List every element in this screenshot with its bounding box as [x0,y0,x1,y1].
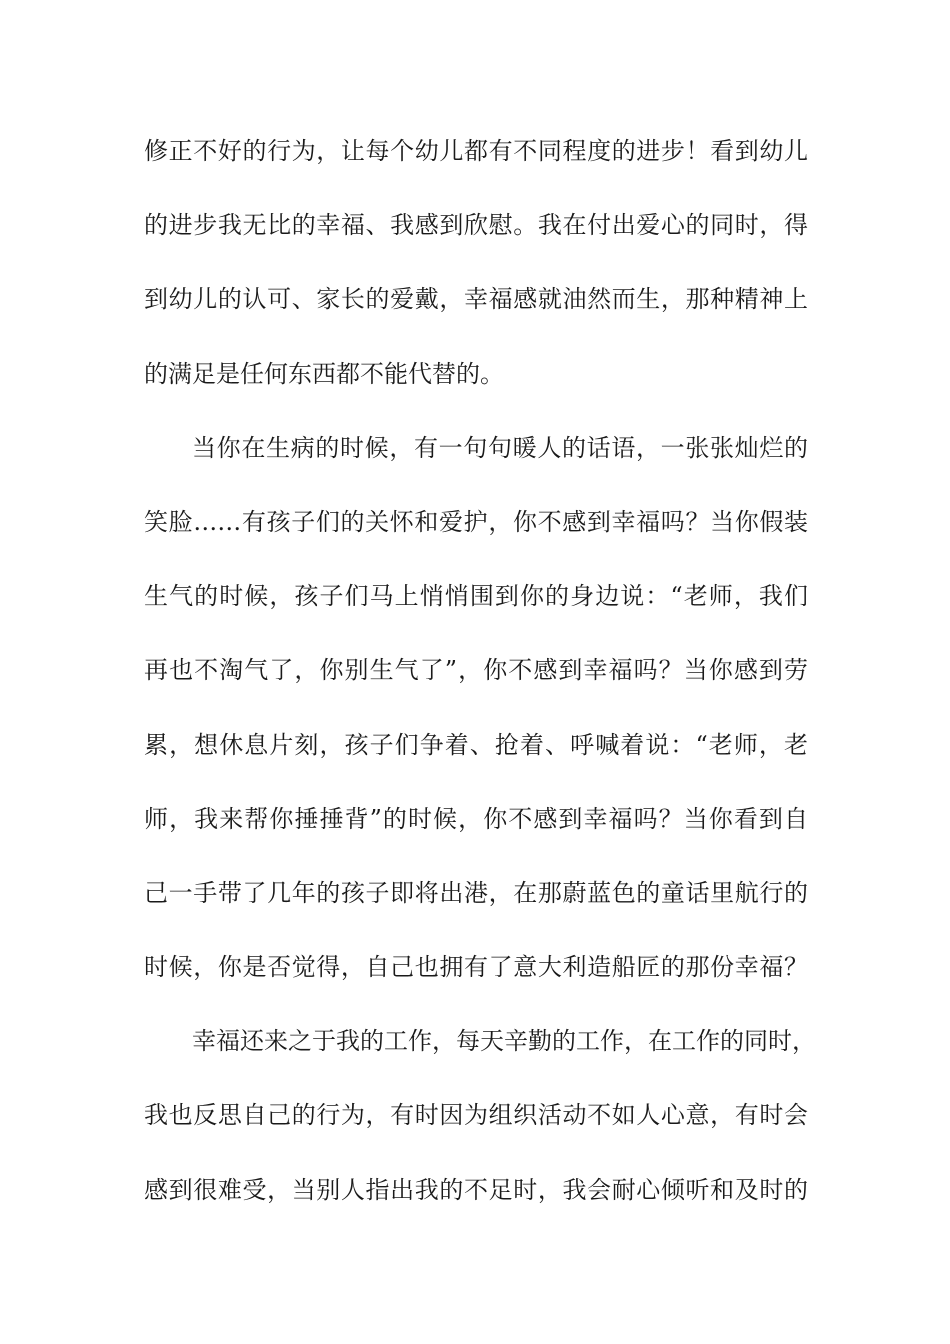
text-line-paragraph-start: 当你在生病的时候，有一句句暖人的话语，一张张灿烂的 [192,433,808,462]
text-line: 到幼儿的认可、家长的爱戴，幸福感就油然而生，那种精神上 [144,285,808,314]
text-line: 时候，你是否觉得，自己也拥有了意大利造船匠的那份幸福？ [144,953,808,982]
text-line: 生气的时候，孩子们马上悄悄围到你的身边说：“老师，我们 [144,582,808,611]
text-line: 再也不淘气了，你别生气了”，你不感到幸福吗？当你感到劳 [144,656,808,685]
text-line: 修正不好的行为，让每个幼儿都有不同程度的进步！看到幼儿 [144,137,808,165]
text-line: 己一手带了几年的孩子即将出港，在那蔚蓝色的童话里航行的 [144,878,808,907]
text-line: 的满足是任何东西都不能代替的。 [144,359,504,388]
text-line: 笑脸……有孩子们的关怀和爱护，你不感到幸福吗？当你假装 [144,507,808,536]
text-line: 师，我来帮你捶捶背”的时候，你不感到幸福吗？当你看到自 [144,804,808,833]
text-line-paragraph-start: 幸福还来之于我的工作，每天辛勤的工作，在工作的同时， [192,1027,816,1056]
text-line: 我也反思自己的行为，有时因为组织活动不如人心意，有时会 [144,1101,808,1130]
body-text [144,114,816,1227]
text-line: 的进步我无比的幸福、我感到欣慰。我在付出爱心的同时，得 [144,211,808,240]
text-line: 累，想休息片刻，孩子们争着、抢着、呼喊着说：“老师，老 [144,730,808,759]
text-line: 感到很难受，当别人指出我的不足时，我会耐心倾听和及时的 [144,1175,808,1204]
